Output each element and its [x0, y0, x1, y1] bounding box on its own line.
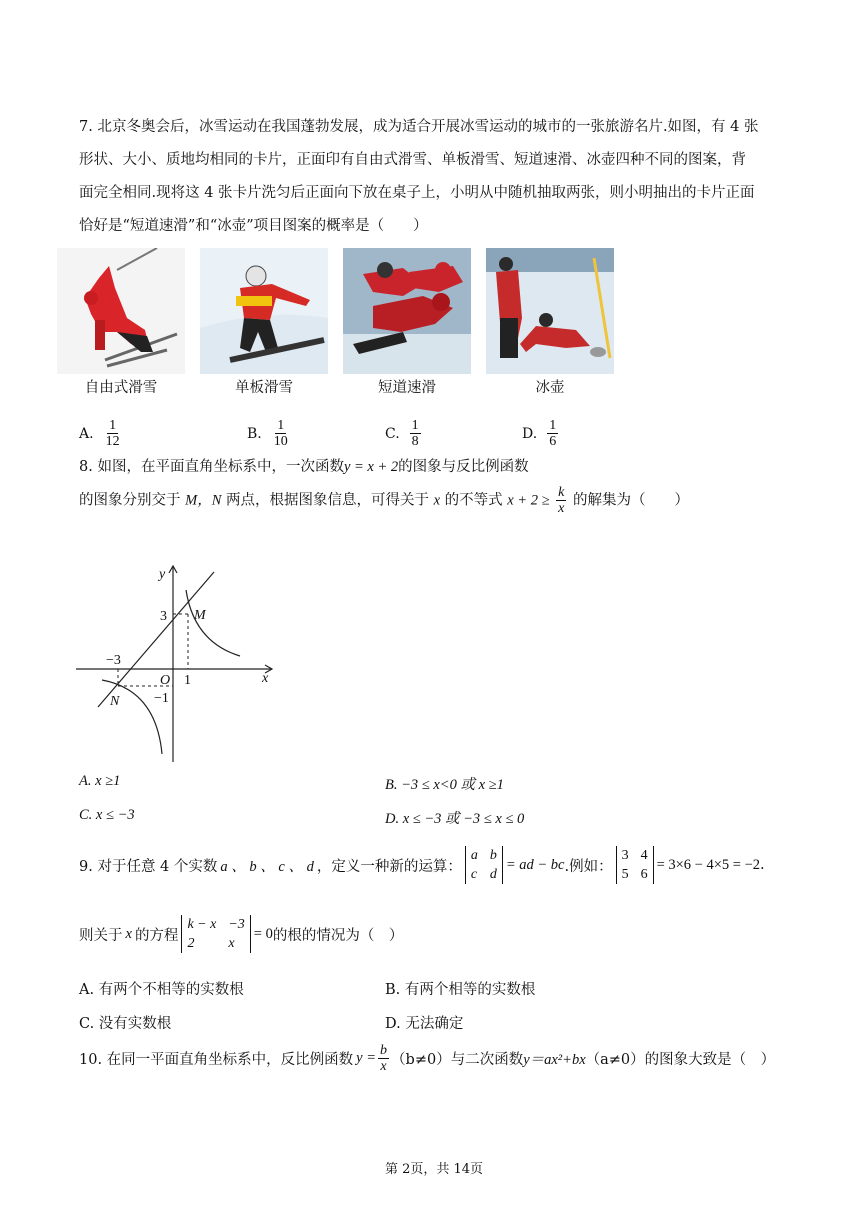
- q8-text: 两点，根据图象信息，可得关于: [225, 492, 429, 509]
- option-fraction: [410, 418, 421, 449]
- q10-text: 10. 在同一平面直角坐标系中，反比例函数: [79, 1052, 354, 1068]
- denominator: x: [558, 501, 565, 516]
- page-footer: 第 2页，共 14页: [384, 1162, 484, 1177]
- determinant-equation: [181, 915, 250, 953]
- short-track-speed-skating-image: [343, 248, 471, 374]
- det-cell: 5: [621, 867, 629, 882]
- q9-text: .例如：: [564, 858, 613, 875]
- variable-x: x: [433, 492, 441, 509]
- q8-text: 8. 如图，在平面直角坐标系中，一次函数: [79, 459, 344, 475]
- tick-minus-1: −1: [154, 691, 169, 706]
- denominator: 6: [549, 434, 557, 449]
- inequality-left: x + 2 ≥: [507, 492, 550, 509]
- q9-text: .: [760, 857, 765, 873]
- q9-text: 的根的情况为（ ）: [272, 927, 404, 944]
- snowboarding-image: [200, 248, 328, 374]
- freestyle-skiing-image: [57, 248, 185, 374]
- linear-function: y = x + 2: [343, 459, 399, 475]
- coordinate-graph: [76, 562, 276, 767]
- q8-text: 的不等式: [444, 492, 503, 509]
- curling-image: [486, 248, 614, 374]
- x-axis-label: x: [262, 671, 269, 686]
- denominator: 12: [105, 434, 120, 449]
- tick-3: 3: [160, 609, 167, 624]
- det-cell: b: [489, 848, 497, 863]
- determinant-example: [616, 846, 654, 884]
- det-cell: −3: [228, 917, 245, 932]
- inverse-function-y: y =: [356, 1050, 377, 1066]
- det-cell: 6: [640, 867, 648, 882]
- det-cell: a: [470, 848, 478, 863]
- numerator: 1: [549, 418, 557, 433]
- point-m-label: M: [194, 608, 206, 623]
- q9-option-a[interactable]: A. 有两个不相等的实数根: [79, 982, 244, 998]
- denominator: x: [380, 1059, 387, 1074]
- option-label: D.: [522, 425, 538, 442]
- q7-option-d[interactable]: [522, 418, 560, 449]
- q10-line: [79, 1043, 775, 1074]
- q9-text: 9. 对于任意 4 个实数: [79, 858, 218, 875]
- hyperbola-branch-1: [186, 590, 240, 656]
- denominator: 8: [411, 434, 419, 449]
- q8-text: 的图象与反比例函数: [398, 459, 529, 475]
- point-n-label: N: [110, 694, 120, 709]
- det-cell: d: [489, 867, 497, 882]
- det-cell: 3: [621, 848, 629, 863]
- caption-freestyle-skiing: 自由式滑雪: [84, 380, 158, 396]
- definition-result: = ad − bc: [505, 856, 565, 873]
- tick-1: 1: [184, 673, 191, 688]
- q8-text: 的解集为（ ）: [572, 492, 689, 509]
- denominator: 10: [273, 434, 288, 449]
- q8-text: 的图象分别交于: [79, 492, 181, 509]
- q7-line-1: 7. 北京冬奥会后，冰雪运动在我国蓬勃发展，成为适合开展冰雪运动的城市的一张旅游名片.如图，有 4 张: [79, 119, 759, 135]
- option-fraction: [104, 418, 122, 449]
- determinant-definition: [465, 846, 503, 884]
- q8-option-d[interactable]: D. x ≤ −3 或 −3 ≤ x ≤ 0: [385, 811, 525, 827]
- q9-line-2: [79, 915, 403, 953]
- q7-line-4: 恰好是“短道速滑”和“冰壶”项目图案的概率是（ ）: [79, 218, 428, 234]
- q9-text: 则关于: [79, 927, 123, 944]
- q8-line-2: [79, 485, 689, 516]
- tick-minus-3: −3: [106, 653, 121, 668]
- variable-x: x: [125, 925, 132, 942]
- numerator: 1: [411, 418, 419, 433]
- q8-option-c[interactable]: C. x ≤ −3: [79, 807, 135, 823]
- caption-short-track: 短道速滑: [378, 380, 436, 396]
- y-axis-label: y: [159, 567, 166, 582]
- q9-text: 的方程: [134, 927, 179, 944]
- line-y-equals-x-plus-2: [98, 572, 214, 707]
- option-fraction: [547, 418, 558, 449]
- q7-option-a[interactable]: [79, 418, 124, 449]
- option-label: C.: [385, 425, 400, 442]
- q9-option-c[interactable]: C. 没有实数根: [79, 1016, 172, 1032]
- origin-label: O: [160, 673, 171, 688]
- option-label: B.: [247, 425, 262, 442]
- numerator: b: [380, 1043, 388, 1058]
- q9-line-1: [79, 846, 765, 884]
- b-over-x-fraction: [378, 1043, 389, 1074]
- det-cell: 2: [187, 936, 195, 951]
- q8-option-b[interactable]: B. −3 ≤ x<0 或 x ≥1: [385, 777, 504, 793]
- q7-option-c[interactable]: [385, 418, 423, 449]
- det-cell: k − x: [187, 917, 217, 932]
- caption-snowboarding: 单板滑雪: [235, 380, 293, 396]
- q7-line-3: 面完全相同.现将这 4 张卡片洗匀后正面向下放在桌子上，小明从中随机抽取两张，则小明抽出的卡片正面: [79, 185, 755, 201]
- det-cell: x: [228, 936, 235, 951]
- det-cell: c: [470, 867, 478, 882]
- option-fraction: [272, 418, 290, 449]
- q8-option-a[interactable]: A. x ≥1: [79, 773, 121, 789]
- example-result: = 3×6 − 4×5 = −2: [656, 856, 761, 873]
- points-m-n: M，N: [185, 492, 222, 509]
- q9-text: ，定义一种新的运算：: [316, 858, 462, 875]
- k-over-x-fraction: [556, 485, 566, 516]
- q7-line-2: 形状、大小、质地均相同的卡片，正面印有自由式滑雪、单板滑雪、短道速滑、冰壶四种不同的图案，背: [79, 152, 746, 168]
- q9-option-d[interactable]: D. 无法确定: [385, 1016, 464, 1032]
- q9-option-b[interactable]: B. 有两个相等的实数根: [385, 982, 536, 998]
- q8-line-1: [79, 455, 529, 476]
- quadratic-function: y＝ax²+bx: [523, 1052, 586, 1068]
- caption-curling: 冰壶: [535, 380, 565, 396]
- numerator: 1: [109, 418, 117, 433]
- q7-option-b[interactable]: [247, 418, 292, 449]
- option-label: A.: [79, 425, 94, 442]
- q10-text: （b≠0）与二次函数: [391, 1052, 524, 1068]
- equation-rhs: = 0: [253, 925, 273, 942]
- det-cell: 4: [640, 848, 648, 863]
- numerator: k: [558, 485, 565, 500]
- q9-variables: a 、 b 、 c 、 d: [220, 858, 314, 875]
- numerator: 1: [277, 418, 285, 433]
- q10-text: （a≠0）的图象大致是（ ）: [585, 1052, 776, 1068]
